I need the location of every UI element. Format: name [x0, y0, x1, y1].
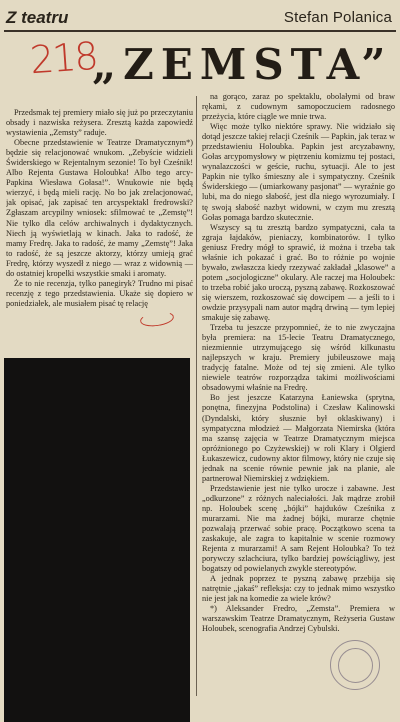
header-rule [4, 30, 396, 32]
blank-dark-area [4, 358, 190, 722]
right-paragraph-3: Wszyscy są tu zresztą bardzo sympatyczni, cała ta zgraja łajdaków, pieniaczy, kombinatorów. I tylko geniusz Fredry mógł to sprawić, iż można i trzeba tak właśnie ich pokazać i grać. Bo to różnie po wojnie bywało, zwłaszcza kiedy rzezywać zakładał „klasowe” a potem „socjologiczne” okulary. Ale raczej ma Holoubek: to trzeba robić jako uroczą, pyszną zabawę. Rozkoszować się wierszem, rozkoszować się dowcipem — a jeśli to i owdzie przysypali nam autor mądrą drwiną — tym lepiej smakuje się zabawę. [202, 222, 395, 323]
right-paragraph-1: na gorąco, zaraz po spektaklu, obolałymi od braw rękami, z cudownym samopoczuciem radosnego przeżycia, które ciągle we mnie trwa. [202, 92, 395, 122]
right-paragraph-5: Bo jest jeszcze Katarzyna Łaniewska (sprytna, ponętna, finezyjna Podstolina) i Czesław Kalinowski (Dyndalski, który słusznie był oklaskiwany) i sympatyczna młodzież — Małgorzata Niemirska (która ma szansę zajęcia w Teatrze Dramatycznym miejsca opróżnionego po Czyżewskiej) w roli Klary i Olgierd Łukaszewicz, cudowny aktor filmowy, który nie czuje się jednak na scenie równie pewnie jak na planie, ale partnerował Niemirskiej z wdziękiem. [202, 393, 395, 483]
right-paragraph-7: A jednak poprzez te pyszną zabawę przebija się natrętnie „jakaś” refleksja: czy to jednak mimo wszystko nie jest jak na komedie za wiele krów? [202, 574, 395, 604]
right-paragraph-6: Przedstawienie jest nie tylko urocze i zabawne. Jest „odkurzone” z różnych naleciałości. Jak mądrze zrobił np. Holoubek scenę „bójki” hajduków Cześnika z murarzami. Nie ma żadnej bójki, murarze chętnie pozwalają przerwać sobie pracę. Początkowo scena ta zaskakuje, ale zagra to kapitalnie w scenie rozmowy Rejenta z murarzami! A sam Rejent Holoubka? To też porywczy szlachciura, tylko bardziej powściągliwy, jest bogatszy od powielanych zwykle stereotypów. [202, 483, 395, 574]
left-paragraph-3: Że to nie recenzja, tylko panegiryk? Trudno mi pisać recenzję z tego przedstawienia. Ukaże się dopiero w poniedziałek, ale musiałem pisać tę relację [6, 278, 193, 308]
handwritten-archive-number: 218 [28, 33, 98, 83]
footnote: *) Aleksander Fredro, „Zemsta”. Premiera w warszawskim Teatrze Dramatycznym, Reżyseria Gustaw Holoubek, scenografia Andrzej Cybulski. [202, 604, 395, 634]
right-column [202, 92, 395, 690]
right-paragraph-4: Trzeba tu jeszcze przypomnieć, że to nie zwyczajna była premiera: na 15-lecie Teatru Dramatycznego, niezmiennie utrzymującego się wśród kilkunastu najlepszych w kraju. Premiery jubileuszowe mają tradycję fatalne. Może od tej się zmieni. Ale tylko niewiele teatrów rozporządza takimi możliwościami obsadowymi właśnie na Fredrę. [202, 323, 395, 393]
author-byline: Stefan Polanica [283, 9, 392, 26]
left-paragraph-1: Przedsmak tej premiery miało się już po przeczytaniu obsady i nazwiska reżysera. Zresztą każda zapowiedź wystawienia „Zemsty” raduje. [6, 108, 193, 138]
section-rubric: Z teatru [6, 8, 69, 27]
right-paragraph-2: Więc może tylko niektóre sprawy. Nie widziało się dotąd jeszcze takiej relacji Cześnik — Papkin, jak teraz w przedstawieniu Holoubka. Papkin jest arcyzabawny, Gołas arcypomysłowy w piętrzeniu komizmu tej postaci, wynalazczości w geście, ruchu, sytuacji. Ale to jest Papkin nie tylko śmieszny ale i sympatyczny. Cześnik Świderskiego — (umiarkowany pasjonat” — wyraźnie go lubi, ma do niego słabość, jest dla niego wyrozumiały. I tę swoją słabość nazbyt widowni, w czym mu zresztą Gołas pomaga bardzo skutecznie. [202, 122, 395, 222]
left-paragraph-2: Obecne przedstawienie w Teatrze Dramatycznym*) będzie się relacjonować wnukom. „Zebyście widzieli Świderskiego w Rejentalnym sezonie! To był Cześnik! Albo Rejenta Gustawa Holoubka! Albo tego arcy-Papkina Wiesława Gołasa!”. Wnukowie nie będą wierzyć, i będą mieli rację. No bo jak zrelacjonować, jak opisać, jak zapisać ten arcyspektakl fredrowski? Zgłaszam arcypilny wniosek: sfilmować te „Zemstę”! Nie tylko dla celów archiwalnych i dydaktycznych. Niech ją wyświetlają w kinach. Jaka to radość, że mamy Fredrę. Jaka to radość, że mamy „Zemstę”! Jaka to radość, że są jeszcze aktorzy, którzy umieją grać Fredrę, którzy wyszedł z niego — wraz z widownią — do ostatniej kropelki wszystkie smaki i aromaty. [6, 138, 193, 278]
article-title: „ZEMSTA” [92, 40, 393, 89]
archive-stamp [330, 640, 380, 690]
column-divider [196, 96, 197, 696]
